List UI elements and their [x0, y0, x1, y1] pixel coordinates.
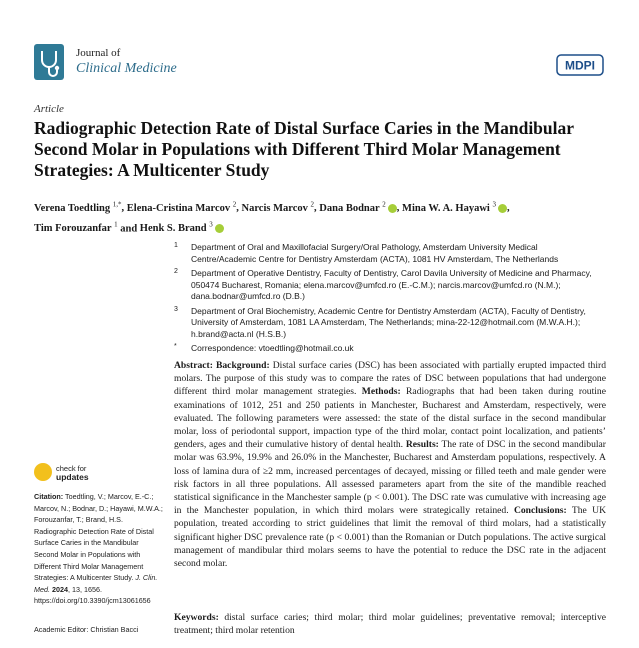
affiliation: 3 Department of Oral Biochemistry, Academic Centre for Dentistry Amsterdam (ACTA), Faculty of Dentistry, University of Amsterdam, 1081 LA Amsterdam, The Netherlands; mina-22-12@hotmail.com (M.W.A.H.); h.brand@acta.nl (H.S.B.) [174, 305, 586, 339]
correspondence: * Correspondence: vtoedtling@hotmail.co.uk [174, 343, 354, 353]
citation: Citation: Toedtling, V.; Marcov, E.-C.; Marcov, N.; Bodnar, D.; Hayawi, M.W.A.; Forouzanfar, T.; Brand, H.S. Radiographic Detection Rate of Distal Surface Caries in the Mandibular Second Molar in Populations with Different Third Molar Management Strategies: A Multicenter Study. J. Clin. Med. 2024, 13, 1656. https://doi.org/10.3390/jcm13061656 [34, 492, 163, 606]
author[interactable]: Verena Toedtling $^{1,*}$ [34, 200, 122, 214]
keywords: Keywords: distal surface caries; third molar; third molar guidelines; preventative removal; interceptive treatment; third molar retention [174, 612, 606, 637]
journal-name [76, 47, 177, 77]
affiliation: 1 Department of Oral and Maxillofacial Surgery/Oral Pathology, Amsterdam University Medical Centre/Academic Centre for Dentistry Amsterdam (ACTA), 1081 HV Amsterdam, The Netherlands [174, 242, 559, 264]
affiliation: 2 Department of Operative Dentistry, Faculty of Dentistry, Carol Davila University of Medicine and Pharmacy, 050474 Bucharest, Romania; elena.marcov@umfcd.ro (E.-C.M.); narcis.marcov@umfcd.ro (N.M.); dana.bodnar@umfcd.ro (D.B.) [174, 268, 592, 301]
author[interactable]: Elena-Cristina Marcov $^2$ [126, 200, 237, 214]
article-type: Article [34, 103, 64, 115]
orcid-icon[interactable] [215, 224, 224, 233]
author-list: Verena Toedtling $^{1,*}$, Elena-Cristina Marcov $^2$, Narcis Marcov $^2$, Dana Bodnar $^2$ , Mina W. A. Hayawi $^3$ , Tim Forouzanfar $^1$ and Henk S. Brand $^3$ [34, 200, 510, 234]
orcid-icon[interactable] [388, 204, 397, 213]
author[interactable]: Henk S. Brand $^3$ [140, 223, 224, 234]
journal-name-line2: Clinical Medicine [76, 61, 177, 76]
journal-logo [34, 44, 64, 80]
mdpi-logo [556, 54, 604, 76]
author[interactable]: Tim Forouzanfar $^1$ [34, 220, 118, 234]
academic-editor: Academic Editor: Christian Bacci [34, 625, 139, 634]
article-title: Radiographic Detection Rate of Distal Surface Caries in the Mandibular Second Molar in Populations with Different Third Molar Management Strategies: A Multicenter Study [34, 118, 574, 180]
check-updates-icon [34, 463, 52, 481]
journal-name-line1: Journal of [76, 47, 121, 59]
orcid-icon[interactable] [498, 204, 507, 213]
check-for-updates-badge[interactable]: check for updates [34, 463, 114, 485]
author[interactable]: Narcis Marcov $^2$ [241, 200, 315, 214]
author[interactable]: Mina W. A. Hayawi $^3$ [402, 203, 507, 214]
affiliations [174, 242, 604, 358]
svg-text:MDPI: MDPI [565, 58, 595, 73]
stethoscope-icon [34, 44, 64, 80]
abstract: Abstract: Background: Distal surface caries (DSC) has been associated with partially erupted impacted third molars. The purpose of this study was to compare the rates of DSC between populations that had undergone different third molar management strategies. Methods: Radiographs that had been taken during routine examinations of 1012, 251 and 250 patients in Manchester, Bucharest and Amsterdam, respectively, were evaluated. The following parameters were assessed: the state of the distal surface in the second mandibular molar, loss of periodontal support, impaction type of the third molar, contact point localization, and patients’ genders, ages and their cumulative history of dental health. Results: The rate of DSC in the second mandibular molar was 63.9%, 19.9% and 26.0% in the Manchester, Bucharest and Amsterdam populations, respectively. A loss of lamina dura of ≥2 mm, increased percentages of decayed, missing or filled teeth and male gender were risk factors in all three populations. All assessed parameters apart from the site of the mandible reached statistical significance in the Manchester sample (p < 0.001). The DSC rate was cumulative with increasing age in the Manchester population, in which third molars were strategically retained. Conclusions: The UK population, treated according to strict guidelines that limit the removal of third molars, had a statistically significant higher DSC prevalence rate (p < 0.001) than the Romanian or Dutch populations. The active surgical management of mandibular third molars seems to have the potential to reduce the DSC rate in the adjacent second molar. [174, 360, 606, 570]
author[interactable]: Dana Bodnar $^2$ [319, 203, 397, 214]
